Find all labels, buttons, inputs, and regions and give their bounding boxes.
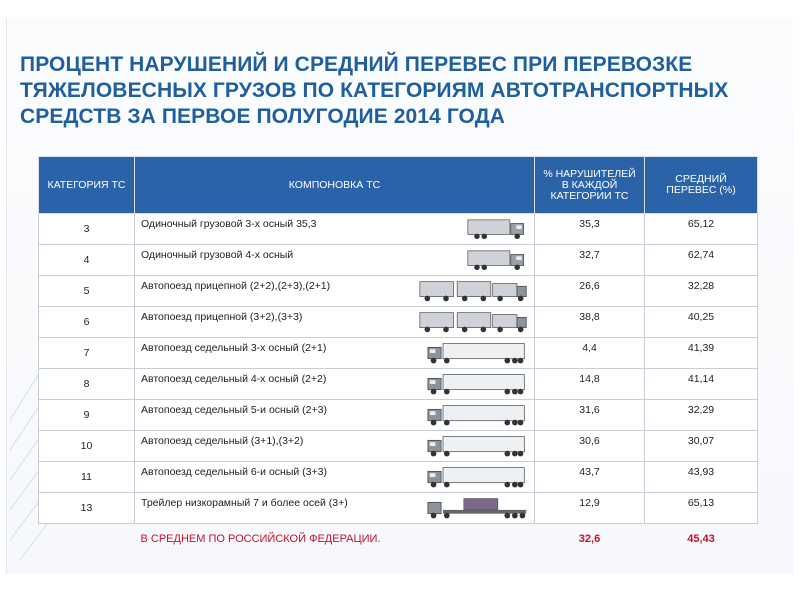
overweight-cell [645,462,758,493]
average-violations: 32,6 [578,533,601,546]
average-overweight: 45,43 [687,533,715,546]
overweight-value: 65,13 [687,497,715,509]
table-row [39,493,758,524]
category-cell: 9 [39,400,135,431]
header-category: КАТЕГОРИЯ ТС [39,157,135,214]
header-violations: % НАРУШИТЕЛЕЙ В КАЖДОЙ КАТЕГОРИИ ТС [535,157,645,214]
category-cell: 11 [39,462,135,493]
table-row [39,338,758,369]
layout-label: Одиночный грузовой 3-х осный 35,3 [141,218,317,230]
overweight-value: 32,29 [687,404,715,416]
category-cell: 10 [39,431,135,462]
overweight-cell [645,369,758,400]
category-cell: 13 [39,493,135,524]
overweight-cell [645,276,758,307]
overweight-cell [645,431,758,462]
violations-value: 43,7 [579,466,600,478]
violations-table [38,156,758,555]
violations-value: 31,6 [579,404,600,416]
layout-cell [135,400,535,431]
table-row [39,369,758,400]
title-line-2: ТЯЖЕЛОВЕСНЫХ ГРУЗОВ ПО КАТЕГОРИЯМ АВТОТРАНСПОРТНЫХ [20,79,729,102]
overweight-value: 41,14 [687,373,715,385]
layout-cell [135,462,535,493]
title-line-3: СРЕДСТВ ЗА ПЕРВОЕ ПОЛУГОДИЕ 2014 ГОДА [20,105,506,128]
overweight-cell [645,214,758,245]
violations-cell [535,307,645,338]
layout-cell [135,369,535,400]
violations-value: 4,4 [582,342,597,354]
layout-label: Одиночный грузовой 4-х осный [141,249,294,261]
layout-label: Трейлер низкорамный 7 и более осей (3+) [141,497,348,509]
average-empty-cell [39,524,135,555]
overweight-cell [645,400,758,431]
layout-cell [135,245,535,276]
layout-label: Автопоезд прицепной (2+2),(2+3),(2+1) [141,280,331,292]
page-title [20,52,729,130]
table-row [39,307,758,338]
category-cell: 4 [39,245,135,276]
violations-cell [535,493,645,524]
layout-cell [135,307,535,338]
violations-value: 32,7 [579,249,600,261]
overweight-value: 65,12 [687,218,715,230]
category-cell: 3 [39,214,135,245]
layout-label: Автопоезд седельный (3+1),(3+2) [141,435,304,447]
overweight-value: 41,39 [687,342,715,354]
violations-value: 26,6 [579,280,600,292]
layout-cell [135,493,535,524]
violations-value: 30,6 [579,435,600,447]
header-overweight: СРЕДНИЙ ПЕРЕВЕС (%) [645,157,758,214]
violations-cell [535,276,645,307]
table-row [39,245,758,276]
violations-cell [535,462,645,493]
table-row [39,276,758,307]
overweight-value: 32,28 [687,280,715,292]
category-cell: 5 [39,276,135,307]
category-cell: 6 [39,307,135,338]
category-cell: 7 [39,338,135,369]
violations-value: 12,9 [579,497,600,509]
overweight-value: 30,07 [687,435,715,447]
table-body [39,214,758,555]
violations-value: 38,8 [579,311,600,323]
table-row [39,214,758,245]
layout-cell [135,214,535,245]
violations-cell [535,400,645,431]
overweight-value: 40,25 [687,311,715,323]
table-row [39,462,758,493]
header-layout: КОМПОНОВКА ТС [135,157,535,214]
layout-label: Автопоезд седельный 3-х осный (2+1) [141,342,327,354]
overweight-value: 62,74 [687,249,715,261]
table-row [39,400,758,431]
violations-value: 14,8 [579,373,600,385]
layout-label: Автопоезд прицепной (3+2),(3+3) [141,311,303,323]
table-row [39,431,758,462]
title-line-1: ПРОЦЕНТ НАРУШЕНИЙ И СРЕДНИЙ ПЕРЕВЕС ПРИ ПЕРЕВОЗКЕ [20,53,693,76]
overweight-cell [645,245,758,276]
layout-label: Автопоезд седельный 4-х осный (2+2) [141,373,327,385]
average-row [39,524,758,555]
violations-cell [535,369,645,400]
average-label: В СРЕДНЕМ ПО РОССИЙСКОЙ ФЕДЕРАЦИИ. [140,533,381,546]
violations-cell [535,214,645,245]
layout-label: Автопоезд седельный 6-и осный (3+3) [141,466,327,478]
violations-cell [535,245,645,276]
violations-cell [535,431,645,462]
layout-cell [135,338,535,369]
violations-value: 35,3 [579,218,600,230]
layout-label: Автопоезд седельный 5-и осный (2+3) [141,404,327,416]
layout-cell [135,431,535,462]
layout-cell [135,276,535,307]
violations-cell [535,338,645,369]
overweight-cell [645,493,758,524]
overweight-cell [645,307,758,338]
category-cell: 8 [39,369,135,400]
overweight-cell [645,338,758,369]
overweight-value: 43,93 [687,466,715,478]
